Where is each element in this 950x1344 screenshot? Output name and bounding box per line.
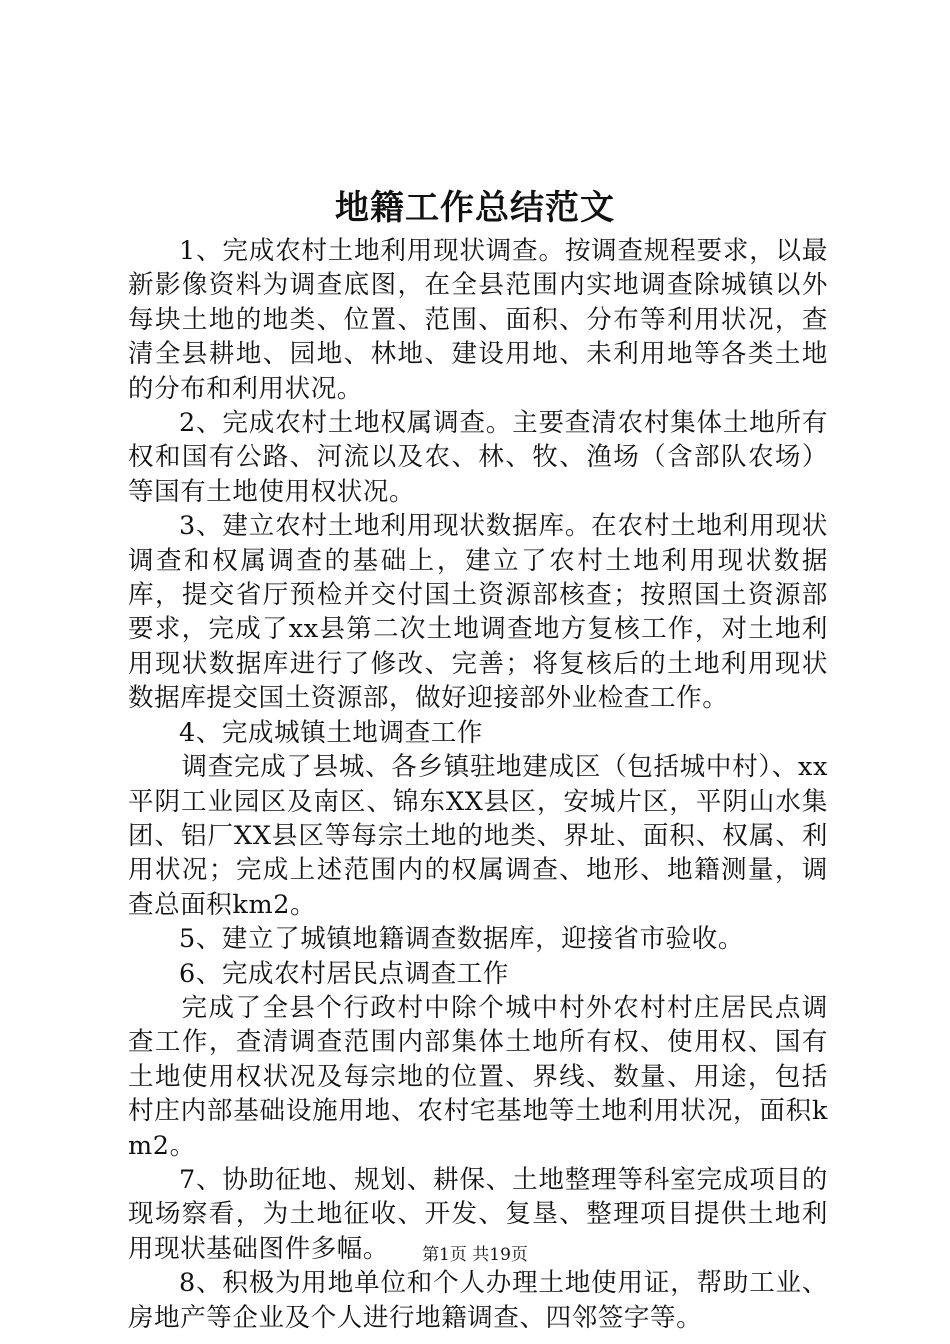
paragraph-4-body: 调查完成了县城、各乡镇驻地建成区（包括城中村）、xx平阴工业园区及南区、锦东XX县区，安城片区，平阴山水集团、铝厂XX县区等每宗土地的地类、界址、面积、权属、利用状况；完成上述范围内的权属调查、地形、地籍测量，调查总面积km2。 [128,752,828,920]
document-title: 地籍工作总结范文 [335,188,615,228]
paragraph-8: 8、积极为用地单位和个人办理土地使用证，帮助工业、房地产等企业及个人进行地籍调查、四邻签字等。 [128,1268,828,1333]
paragraph-5: 5、建立了城镇地籍调查数据库，迎接省市验收。 [179,924,744,955]
paragraph-6-body: 完成了全县个行政村中除个城中村外农村村庄居民点调查工作，查清调查范围内部集体土地所有权、使用权、国有土地使用权状况及每宗地的位置、界线、数量、用途，包括村庄内部基础设施用地、农村宅基地等土地利用状况，面积km2。 [128,992,828,1161]
paragraph-7: 7、协助征地、规划、耕保、土地整理等科室完成项目的现场察看，为土地征收、开发、复垦、整理项目提供土地利用现状基础图件多幅。 [128,1164,828,1264]
paragraph-3: 3、建立农村土地利用现状数据库。在农村土地利用现状调查和权属调查的基础上，建立了农村土地利用现状数据库，提交省厅预检并交付国土资源部核查；按照国土资源部要求，完成了xx县第二次土地调查地方复核工作，对土地利用现状数据库进行了修改、完善；将复核后的土地利用现状数据库提交国土资源部，做好迎接部外业检查工作。 [128,511,828,714]
page-footer: 第1页 共19页 [422,1245,528,1265]
paragraph-1: 1、完成农村土地利用现状调查。按调查规程要求，以最新影像资料为调查底图，在全县范围内实地调查除城镇以外每块土地的地类、位置、范围、面积、分布等利用状况，查清全县耕地、园地、林地、建设用地、未利用地等各类土地的分布和利用状况。 [128,236,828,404]
document-body [128,234,828,1335]
paragraph-2: 2、完成农村土地权属调查。主要查清农村集体土地所有权和国有公路、河流以及农、林、牧、渔场（含部队农场）等国有土地使用权状况。 [128,408,828,507]
paragraph-4-heading: 4、完成城镇土地调查工作 [179,717,483,748]
paragraph-6-heading: 6、完成农村居民点调查工作 [179,958,510,989]
